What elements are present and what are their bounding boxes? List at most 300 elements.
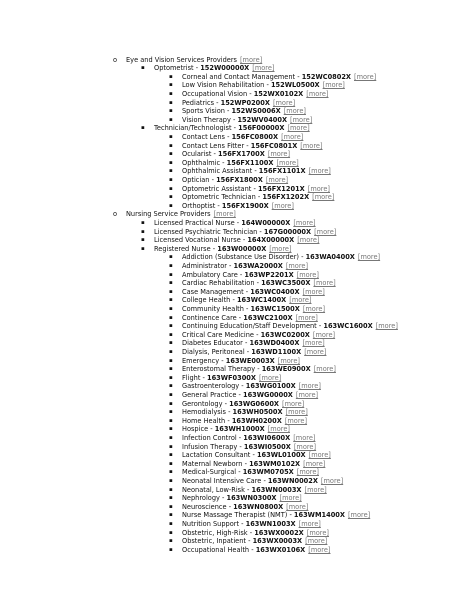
outline-item-level-3: [169, 511, 371, 520]
square-bullet-icon: ▪: [169, 168, 173, 175]
taxonomy-code: 164X00000X: [247, 236, 295, 245]
name-code-separator: -: [239, 519, 246, 528]
more-link[interactable]: [more]: [293, 433, 316, 442]
taxonomy-code: 163WG0100X: [245, 382, 296, 391]
taxonomy-code: 156FX1101X: [258, 167, 306, 176]
taxonomy-code: 156FX1700X: [218, 150, 265, 159]
taxonomy-code: 163WI0600X: [243, 433, 291, 442]
taxonomy-code: 163WM0705X: [242, 468, 294, 477]
more-link[interactable]: [more]: [312, 330, 336, 339]
taxonomy-code: 156FX1800X: [216, 175, 263, 184]
outline-item-level-3: [169, 451, 331, 460]
name-code-separator: -: [236, 390, 243, 399]
square-bullet-icon: ▪: [169, 194, 173, 201]
outline-item-level-3: [169, 89, 329, 99]
item-name: Contact Lens: [182, 132, 225, 141]
item-name: Obstetric, High-Risk: [182, 528, 248, 537]
item-name: Diabetes Educator: [182, 339, 243, 348]
item-name: Lactation Consultant: [182, 451, 251, 460]
more-link[interactable]: [more]: [267, 150, 291, 159]
more-link[interactable]: [more]: [281, 132, 304, 141]
item-name: Orthoptist: [182, 201, 216, 210]
more-link[interactable]: [more]: [287, 124, 310, 133]
more-link[interactable]: [more]: [313, 279, 336, 288]
outline-item-level-3: [169, 107, 306, 116]
name-code-separator: -: [257, 227, 264, 236]
name-code-separator: -: [316, 322, 324, 331]
name-code-separator: -: [249, 545, 256, 554]
name-code-separator: -: [244, 485, 252, 494]
more-link[interactable]: [more]: [276, 158, 299, 167]
outline-item-level-3: [169, 150, 291, 159]
item-name: Vision Therapy: [182, 115, 231, 124]
name-code-separator: -: [240, 236, 248, 245]
name-code-separator: -: [231, 124, 239, 133]
item-name: Dialysis, Peritoneal: [182, 347, 245, 356]
more-link[interactable]: [more]: [283, 107, 306, 116]
more-link[interactable]: [more]: [285, 408, 308, 417]
name-code-separator: -: [250, 451, 257, 460]
item-name: Optician: [182, 175, 210, 184]
outline-item-level-2: [141, 236, 320, 245]
item-name: Licensed Vocational Nurse: [154, 236, 241, 245]
outline-item-level-3: [169, 347, 327, 357]
item-name: Infusion Therapy: [182, 442, 238, 451]
item-name: Low Vision Rehabilitation: [182, 81, 265, 90]
square-bullet-icon: ▪: [169, 323, 173, 330]
item-name: Administrator: [182, 261, 227, 270]
name-code-separator: -: [224, 107, 232, 116]
square-bullet-icon: ▪: [141, 125, 145, 132]
taxonomy-code: 163WE0900X: [261, 365, 311, 374]
circle-bullet-icon: o: [113, 55, 118, 64]
square-bullet-icon: ▪: [169, 503, 173, 510]
item-name: Hospice: [182, 425, 209, 434]
taxonomy-code: 156FC0801X: [250, 141, 298, 150]
square-bullet-icon: ▪: [169, 469, 173, 476]
name-code-separator: -: [247, 89, 254, 98]
taxonomy-code: 156FX1202X: [262, 193, 310, 202]
square-bullet-icon: ▪: [169, 254, 173, 261]
item-name: Pediatrics: [182, 98, 215, 107]
name-code-separator: -: [225, 408, 233, 417]
taxonomy-code: 152WV0400X: [237, 115, 288, 124]
outline-item-level-3: [169, 115, 313, 125]
square-bullet-icon: ▪: [169, 297, 173, 304]
more-link[interactable]: [more]: [272, 98, 296, 107]
outline-item-level-3: [169, 158, 299, 168]
name-code-separator: -: [237, 442, 244, 451]
name-code-separator: -: [261, 476, 268, 485]
name-code-separator: -: [200, 373, 207, 382]
taxonomy-code: 163WP2201X: [244, 270, 294, 279]
square-bullet-icon: ▪: [169, 73, 173, 80]
item-name: Ophthalmic: [182, 158, 221, 167]
square-bullet-icon: ▪: [169, 99, 173, 106]
name-code-separator: -: [222, 399, 230, 408]
more-link[interactable]: [more]: [357, 253, 381, 262]
square-bullet-icon: ▪: [169, 271, 173, 278]
item-name: Corneal and Contact Management: [182, 72, 296, 81]
outline-item-level-3: [169, 425, 290, 434]
more-link[interactable]: [more]: [289, 296, 312, 305]
taxonomy-code: 152WP0200X: [220, 98, 270, 107]
square-bullet-icon: ▪: [169, 348, 173, 355]
more-link[interactable]: [more]: [314, 227, 337, 236]
outline-item-level-3: [169, 408, 308, 417]
taxonomy-code: 164W00000X: [241, 218, 291, 227]
square-bullet-icon: ▪: [169, 460, 173, 467]
square-bullet-icon: ▪: [169, 409, 173, 416]
outline-item-level-3: [169, 253, 381, 262]
taxonomy-code: 163WI0500X: [243, 442, 291, 451]
more-link[interactable]: [more]: [302, 304, 326, 313]
item-name: Maternal Newborn: [182, 459, 243, 468]
more-link[interactable]: [more]: [313, 365, 336, 374]
taxonomy-code: 163WC1500X: [250, 304, 300, 313]
item-name: Continence Care: [182, 313, 237, 322]
item-name: Ocularist: [182, 150, 212, 159]
more-link[interactable]: [more]: [296, 468, 319, 477]
square-bullet-icon: ▪: [169, 108, 173, 115]
outline-item-level-1: [113, 210, 236, 219]
taxonomy-code: 163WC0400X: [250, 287, 300, 296]
more-link[interactable]: [more]: [269, 244, 292, 253]
item-name: Licensed Practical Nurse: [154, 218, 235, 227]
more-link[interactable]: [more]: [302, 339, 325, 348]
taxonomy-code: 163WE0003X: [225, 356, 275, 365]
outline-item-level-3: [169, 322, 398, 331]
more-link[interactable]: [more]: [286, 502, 309, 511]
square-bullet-icon: ▪: [169, 383, 173, 390]
item-name: Gastroenterology: [182, 382, 240, 391]
item-name: Optometric Assistant: [182, 184, 252, 193]
square-bullet-icon: ▪: [169, 151, 173, 158]
item-name: Occupational Vision: [182, 89, 248, 98]
outline-item-level-3: [169, 365, 336, 374]
more-link[interactable]: [more]: [290, 115, 313, 124]
name-code-separator: -: [219, 494, 227, 503]
taxonomy-code: 163WH0200X: [231, 416, 282, 425]
square-bullet-icon: ▪: [169, 426, 173, 433]
name-code-separator: -: [287, 511, 294, 520]
more-link[interactable]: [more]: [284, 416, 308, 425]
more-link[interactable]: [more]: [308, 451, 331, 460]
name-code-separator: -: [236, 313, 244, 322]
outline-item-level-3: [169, 339, 325, 348]
more-link[interactable]: [more]: [297, 236, 320, 245]
more-link[interactable]: [more]: [277, 356, 300, 365]
name-code-separator: -: [193, 64, 201, 73]
outline-item-level-3: [169, 201, 294, 211]
square-bullet-icon: ▪: [169, 512, 173, 519]
item-name: Flight: [182, 373, 201, 382]
taxonomy-code: 163WH0500X: [232, 408, 283, 417]
more-link[interactable]: [more]: [239, 55, 263, 64]
outline-item-level-3: [169, 502, 309, 512]
name-code-separator: -: [219, 356, 226, 365]
outline-item-level-3: [169, 330, 336, 340]
taxonomy-code: 163WC3500X: [261, 279, 311, 288]
outline-item-level-3: [169, 442, 317, 452]
item-name: Ophthalmic Assistant: [182, 167, 253, 176]
name-code-separator: -: [209, 175, 217, 184]
item-name: Sports Vision: [182, 107, 225, 116]
name-code-separator: -: [236, 468, 243, 477]
outline-item-level-3: [169, 141, 323, 151]
outline-item-level-3: [169, 167, 331, 176]
outline-item-level-3: [169, 390, 319, 400]
taxonomy-code: 152WX0102X: [253, 89, 304, 98]
item-name: Eye and Vision Services Providers: [126, 55, 237, 64]
taxonomy-code: 163WC2100X: [243, 313, 293, 322]
square-bullet-icon: ▪: [169, 529, 173, 536]
square-bullet-icon: ▪: [169, 495, 173, 502]
square-bullet-icon: ▪: [169, 305, 173, 312]
item-name: Cardiac Rehabilitation: [182, 279, 255, 288]
square-bullet-icon: ▪: [169, 90, 173, 97]
more-link[interactable]: [more]: [279, 494, 302, 503]
taxonomy-code: 163WM1400X: [293, 511, 345, 520]
more-link[interactable]: [more]: [298, 382, 321, 391]
item-name: Case Management: [182, 287, 244, 296]
item-name: Continuing Education/Staff Development: [182, 322, 317, 331]
name-code-separator: -: [220, 158, 227, 167]
taxonomy-code: 152WC0802X: [301, 72, 352, 81]
name-code-separator: -: [252, 167, 259, 176]
more-link[interactable]: [more]: [354, 72, 377, 81]
item-name: Ambulatory Care: [182, 270, 238, 279]
taxonomy-code: 163WC1600X: [323, 322, 373, 331]
taxonomy-code: 152WS0006X: [231, 107, 281, 116]
outline-item-level-3: [169, 528, 329, 538]
item-name: Occupational Health: [182, 545, 250, 554]
name-code-separator: -: [239, 382, 246, 391]
item-name: Hemodialysis: [182, 408, 226, 417]
square-bullet-icon: ▪: [169, 340, 173, 347]
taxonomy-code: 156FC0800X: [231, 132, 279, 141]
square-bullet-icon: ▪: [169, 434, 173, 441]
item-name: Obstetric, Inpatient: [182, 537, 246, 546]
outline-item-level-3: [169, 476, 344, 486]
more-link[interactable]: [more]: [265, 175, 289, 184]
taxonomy-code: 163WN0800X: [233, 502, 284, 511]
item-name: General Practice: [182, 390, 237, 399]
more-link[interactable]: [more]: [322, 81, 345, 90]
more-link[interactable]: [more]: [282, 399, 305, 408]
outline-item-level-3: [169, 304, 326, 314]
outline-item-level-2: [141, 124, 310, 133]
taxonomy-code: 156F00000X: [238, 124, 285, 133]
outline-item-level-3: [169, 537, 328, 546]
item-name: Critical Care Medicine: [182, 330, 254, 339]
name-code-separator: -: [226, 502, 234, 511]
outline-item-level-3: [169, 373, 282, 383]
square-bullet-icon: ▪: [169, 374, 173, 381]
outline-item-level-3: [169, 270, 319, 280]
outline-item-level-3: [169, 193, 335, 202]
outline-item-level-3: [169, 468, 319, 477]
name-code-separator: -: [243, 287, 251, 296]
outline-item-level-3: [169, 287, 325, 297]
name-code-separator: -: [244, 141, 251, 150]
more-link[interactable]: [more]: [306, 89, 329, 98]
name-code-separator: -: [210, 244, 218, 253]
square-bullet-icon: ▪: [141, 65, 145, 72]
taxonomy-code: 167G00000X: [263, 227, 312, 236]
item-name: Neonatal Intensive Care: [182, 476, 262, 485]
square-bullet-icon: ▪: [169, 443, 173, 450]
outline-item-level-3: [169, 175, 289, 185]
item-name: Registered Nurse: [154, 244, 211, 253]
square-bullet-icon: ▪: [169, 400, 173, 407]
outline-item-level-3: [169, 296, 312, 305]
outline-item-level-2: [141, 218, 316, 228]
taxonomy-code: 163WD1100X: [251, 347, 302, 356]
square-bullet-icon: ▪: [169, 366, 173, 373]
name-code-separator: -: [264, 81, 271, 90]
square-bullet-icon: ▪: [169, 176, 173, 183]
outline-item-level-3: [169, 279, 336, 288]
name-code-separator: -: [236, 433, 244, 442]
name-code-separator: -: [255, 365, 262, 374]
name-code-separator: -: [214, 98, 221, 107]
more-link[interactable]: [more]: [213, 210, 236, 219]
more-link[interactable]: [more]: [308, 167, 331, 176]
item-name: Home Health: [182, 416, 226, 425]
name-code-separator: -: [225, 416, 232, 425]
more-link[interactable]: [more]: [303, 459, 326, 468]
more-link[interactable]: [more]: [305, 537, 328, 546]
more-link[interactable]: [more]: [304, 485, 327, 494]
taxonomy-code: 156FX1900X: [221, 201, 269, 210]
item-name: Technician/Technologist: [154, 124, 232, 133]
item-name: Contact Lens Fitter: [182, 141, 245, 150]
name-code-separator: -: [234, 218, 242, 227]
taxonomy-code: 156FX1100X: [226, 158, 274, 167]
square-bullet-icon: ▪: [169, 520, 173, 527]
taxonomy-code: 152W00000X: [200, 64, 250, 73]
more-link[interactable]: [more]: [312, 193, 335, 202]
taxonomy-code: 163WF0300X: [207, 373, 256, 382]
outline-item-level-3: [169, 416, 308, 426]
outline-item-level-3: [169, 459, 326, 469]
name-code-separator: -: [255, 193, 263, 202]
item-name: Gerontology: [182, 399, 223, 408]
taxonomy-code: 163WC1400X: [236, 296, 287, 305]
taxonomy-code: 163W00000X: [217, 244, 267, 253]
outline-item-level-3: [169, 545, 331, 555]
name-code-separator: -: [230, 115, 238, 124]
square-bullet-icon: ▪: [141, 245, 145, 252]
square-bullet-icon: ▪: [169, 391, 173, 398]
taxonomy-code: 163WG0600X: [229, 399, 279, 408]
square-bullet-icon: ▪: [169, 142, 173, 149]
square-bullet-icon: ▪: [169, 417, 173, 424]
outline-item-level-3: [169, 98, 296, 108]
item-name: Nutrition Support: [182, 519, 240, 528]
taxonomy-code: 163WD0400X: [249, 339, 300, 348]
name-code-separator: -: [243, 304, 251, 313]
taxonomy-code: 163WC0200X: [260, 330, 310, 339]
more-link[interactable]: [more]: [302, 287, 325, 296]
taxonomy-code: 163WA0400X: [305, 253, 355, 262]
more-link[interactable]: [more]: [271, 201, 294, 210]
item-name: Enterostomal Therapy: [182, 365, 256, 374]
more-link[interactable]: [more]: [285, 261, 309, 270]
more-link[interactable]: [more]: [375, 322, 398, 331]
item-name: Emergency: [182, 356, 220, 365]
outline-item-level-3: [169, 519, 321, 529]
more-link[interactable]: [more]: [306, 528, 329, 537]
taxonomy-code: 163WX0002X: [254, 528, 304, 537]
more-link[interactable]: [more]: [295, 313, 318, 322]
taxonomy-code: 163WA2000X: [233, 261, 283, 270]
square-bullet-icon: ▪: [169, 262, 173, 269]
circle-bullet-icon: o: [113, 210, 118, 219]
more-link[interactable]: [more]: [295, 390, 319, 399]
taxonomy-code: 163WN0003X: [251, 485, 302, 494]
more-link[interactable]: [more]: [252, 64, 275, 73]
item-name: Medical-Surgical: [182, 468, 237, 477]
more-link[interactable]: [more]: [300, 141, 323, 150]
more-link[interactable]: [more]: [258, 373, 282, 382]
square-bullet-icon: ▪: [169, 331, 173, 338]
name-code-separator: -: [253, 330, 261, 339]
square-bullet-icon: ▪: [169, 133, 173, 140]
outline-item-level-1: [113, 55, 263, 65]
more-link[interactable]: [more]: [267, 425, 290, 434]
item-name: Nurse Massage Therapist (NMT): [182, 511, 288, 520]
square-bullet-icon: ▪: [141, 237, 145, 244]
outline-item-level-3: [169, 313, 318, 323]
more-link[interactable]: [more]: [320, 476, 344, 485]
square-bullet-icon: ▪: [169, 280, 173, 287]
taxonomy-code: 163WG0000X: [243, 390, 293, 399]
more-link[interactable]: [more]: [304, 347, 327, 356]
taxonomy-code: 163WN0300X: [226, 494, 277, 503]
name-code-separator: -: [254, 279, 262, 288]
name-code-separator: -: [244, 347, 252, 356]
item-name: Optometrist: [154, 64, 194, 73]
square-bullet-icon: ▪: [141, 228, 145, 235]
item-name: Nephrology: [182, 494, 220, 503]
name-code-separator: -: [215, 201, 222, 210]
more-link[interactable]: [more]: [298, 519, 321, 528]
taxonomy-code: 152WL0500X: [270, 81, 320, 90]
square-bullet-icon: ▪: [169, 159, 173, 166]
more-link[interactable]: [more]: [296, 270, 319, 279]
outline-item-level-3: [169, 81, 345, 90]
outline-item-level-3: [169, 184, 330, 194]
item-name: Nursing Service Providers: [126, 210, 211, 219]
more-link[interactable]: [more]: [347, 511, 371, 520]
item-name: Optometric Technician: [182, 193, 256, 202]
name-code-separator: -: [226, 261, 234, 270]
more-link[interactable]: [more]: [293, 218, 316, 227]
taxonomy-code: 163WH1000X: [214, 425, 265, 434]
item-name: Community Health: [182, 304, 244, 313]
more-link[interactable]: [more]: [293, 442, 317, 451]
more-link[interactable]: [more]: [307, 184, 330, 193]
item-name: Addiction (Substance Use Disorder): [182, 253, 300, 262]
name-code-separator: -: [242, 339, 250, 348]
name-code-separator: -: [230, 296, 237, 305]
outline-item-level-3: [169, 399, 305, 409]
more-link[interactable]: [more]: [308, 545, 331, 554]
name-code-separator: -: [242, 459, 250, 468]
item-name: Infection Control: [182, 433, 237, 442]
